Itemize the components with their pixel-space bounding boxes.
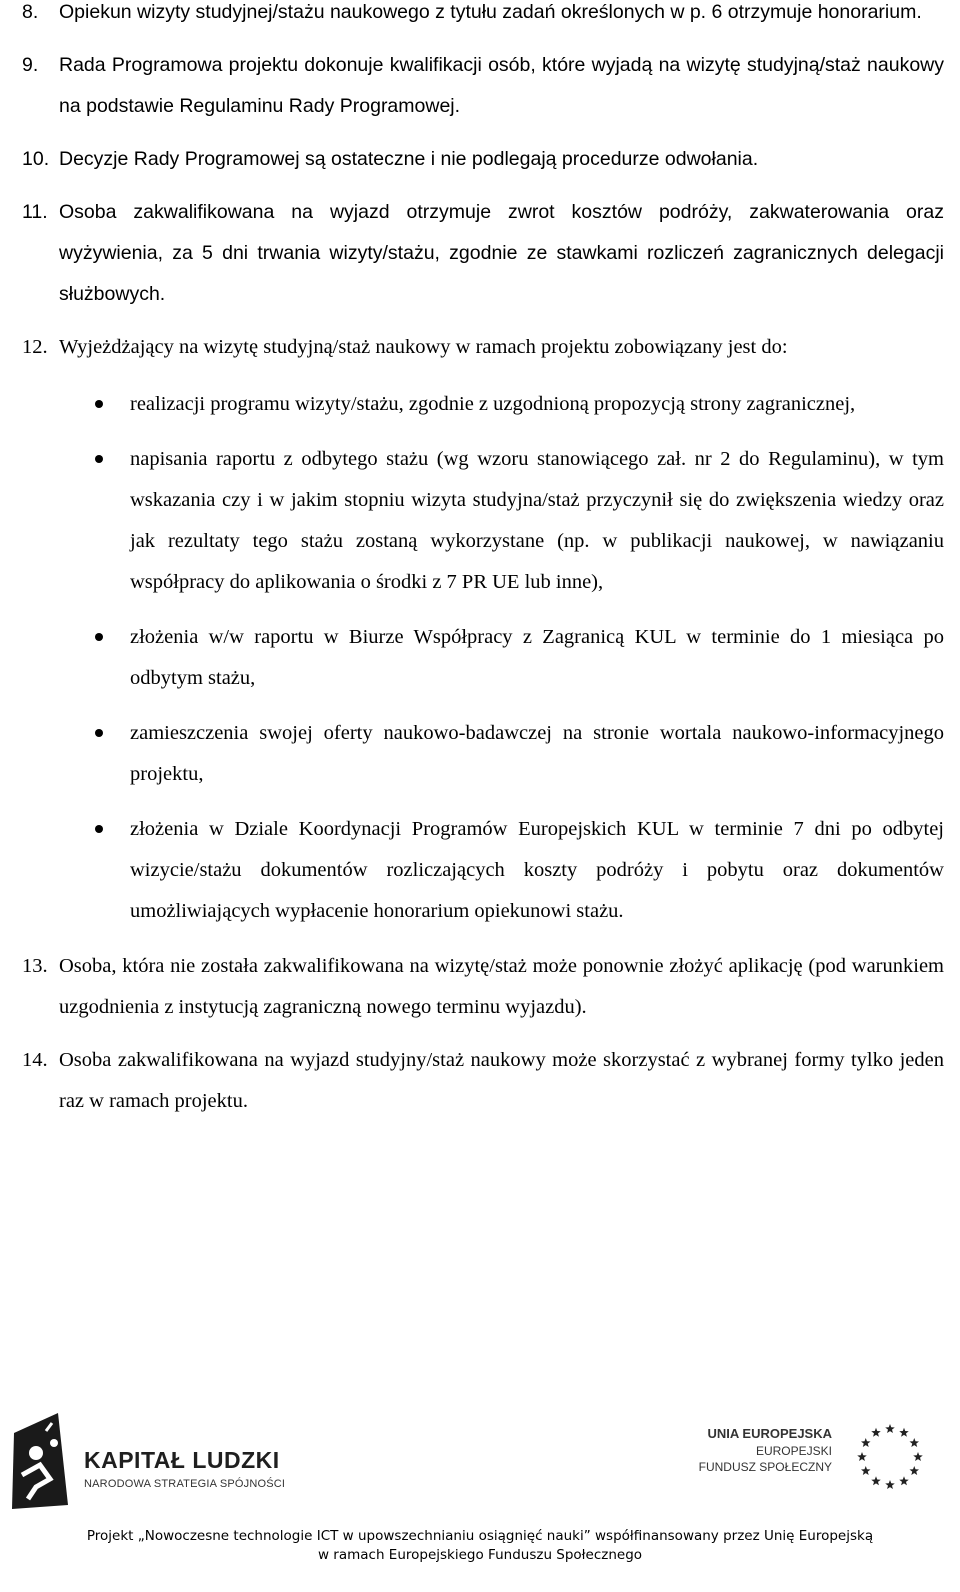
eu-star (909, 1438, 919, 1447)
list-item-14 (22, 1040, 944, 1122)
eu-star (885, 1424, 895, 1433)
list-item-12 (22, 327, 944, 368)
bullet-item (22, 713, 944, 795)
item-number: 11. (22, 201, 48, 223)
item-number: 10. (22, 148, 50, 170)
footer-logos (0, 1405, 960, 1515)
eu-star (909, 1466, 919, 1475)
bullet-item (22, 617, 944, 699)
item-text: Osoba zakwalifikowana na wyjazd otrzymuje zwrot kosztów podróży, zakwaterowania oraz wyżywienia, za 5 dni trwania wizyty/stażu, zgodnie ze stawkami rozliczeń zagranicznych delegacji służbowych. (59, 201, 944, 305)
list-item-13 (22, 946, 944, 1028)
kapital-ludzki-subtitle: NARODOWA STRATEGIA SPÓJNOŚCI (84, 1478, 286, 1490)
item-text: Wyjeżdżający na wizytę studyjną/staż naukowy w ramach projektu zobowiązany jest do: (59, 336, 788, 358)
item-number: 8. (22, 1, 39, 23)
bullet-item (22, 384, 944, 425)
eu-fund-line1: EUROPEJSKI (755, 1444, 832, 1458)
eu-flag-icon (842, 1417, 938, 1497)
eu-star (857, 1452, 867, 1461)
item-number: 12. (22, 336, 48, 358)
project-footer (0, 1527, 960, 1565)
item-number: 9. (22, 54, 39, 76)
eu-star (871, 1476, 881, 1485)
eu-label (680, 1425, 832, 1475)
item-text: Rada Programowa projektu dokonuje kwalifikacji osób, które wyjadą na wizytę studyjną/staż naukowy na podstawie Regulaminu Rady Programowej. (59, 54, 944, 117)
bullet-text: realizacji programu wizyty/stażu, zgodnie z uzgodnioną propozycją strony zagranicznej, (130, 393, 856, 415)
kapital-ludzki-name: KAPITAŁ LUDZKI (84, 1447, 280, 1473)
bullet-icon (22, 384, 130, 425)
bullet-icon (22, 439, 130, 603)
bullet-text: napisania raportu z odbytego stażu (wg wzoru stanowiącego zał. nr 2 do Regulaminu), w tym wskazania czy i w jakim stopniu wizyta studyjna/staż przyczynił się do zwiększenia wiedzy oraz jak rezultaty tego stażu zostaną wykorzystane (np. w publikacji naukowej, w nawiązaniu współpracy do aplikowania o środki z 7 PR UE lub inne), (130, 448, 944, 593)
bullet-text: zamieszczenia swojej oferty naukowo-badawczej na stronie wortala naukowo-informacyjnego projektu, (130, 722, 944, 785)
list-item-11 (22, 192, 944, 315)
list-item-10 (22, 139, 944, 180)
bullet-icon (22, 713, 130, 795)
bullet-item (22, 809, 944, 932)
bullet-item (22, 439, 944, 603)
footer-line-2: w ramach Europejskiego Funduszu Społecznego (317, 1547, 643, 1563)
bullet-text: złożenia w Dziale Koordynacji Programów Europejskich KUL w terminie 7 dni po odbytej wizycie/stażu dokumentów rozliczających koszty podróży i pobytu oraz dokumentów umożliwiających wypłacenie honorarium opiekunowi stażu. (130, 818, 944, 922)
bullet-icon (22, 809, 130, 932)
item-text: Decyzje Rady Programowej są ostateczne i nie podlegają procedurze odwołania. (59, 148, 759, 170)
footer-line-1: Projekt „Nowoczesne technologie ICT w upowszechnianiu osiągnięć nauki” współfinansowany przez Unię Europejską (86, 1528, 874, 1544)
eu-star (913, 1452, 923, 1461)
eu-star (885, 1480, 895, 1489)
bullet-text: złożenia w/w raportu w Biurze Współpracy z Zagranicą KUL w terminie do 1 miesiąca po odbytym stażu, (130, 626, 944, 689)
eu-star (899, 1476, 909, 1485)
eu-star (871, 1428, 881, 1437)
eu-star (899, 1428, 909, 1437)
item-number: 13. (22, 955, 48, 977)
obligations-list (22, 384, 944, 932)
list-item-8 (22, 0, 944, 33)
item-text: Osoba, która nie została zakwalifikowana na wizytę/staż może ponownie złożyć aplikację (pod warunkiem uzgodnienia z instytucją zagraniczną nowego terminu wyjazdu). (59, 955, 944, 1018)
list-item-9 (22, 45, 944, 127)
item-text: Opiekun wizyty studyjnej/stażu naukowego z tytułu zadań określonych w p. 6 otrzymuje honorarium. (59, 1, 922, 23)
eu-star (861, 1466, 871, 1475)
kapital-ludzki-logo-icon (6, 1413, 76, 1509)
eu-title: UNIA EUROPEJSKA (707, 1426, 832, 1441)
document-body (22, 0, 944, 1134)
eu-star (861, 1438, 871, 1447)
bullet-icon (22, 617, 130, 699)
item-number: 14. (22, 1049, 48, 1071)
eu-fund-line2: FUNDUSZ SPOŁECZNY (698, 1460, 832, 1474)
item-text: Osoba zakwalifikowana na wyjazd studyjny/staż naukowy może skorzystać z wybranej formy tylko jeden raz w ramach projektu. (59, 1049, 944, 1112)
